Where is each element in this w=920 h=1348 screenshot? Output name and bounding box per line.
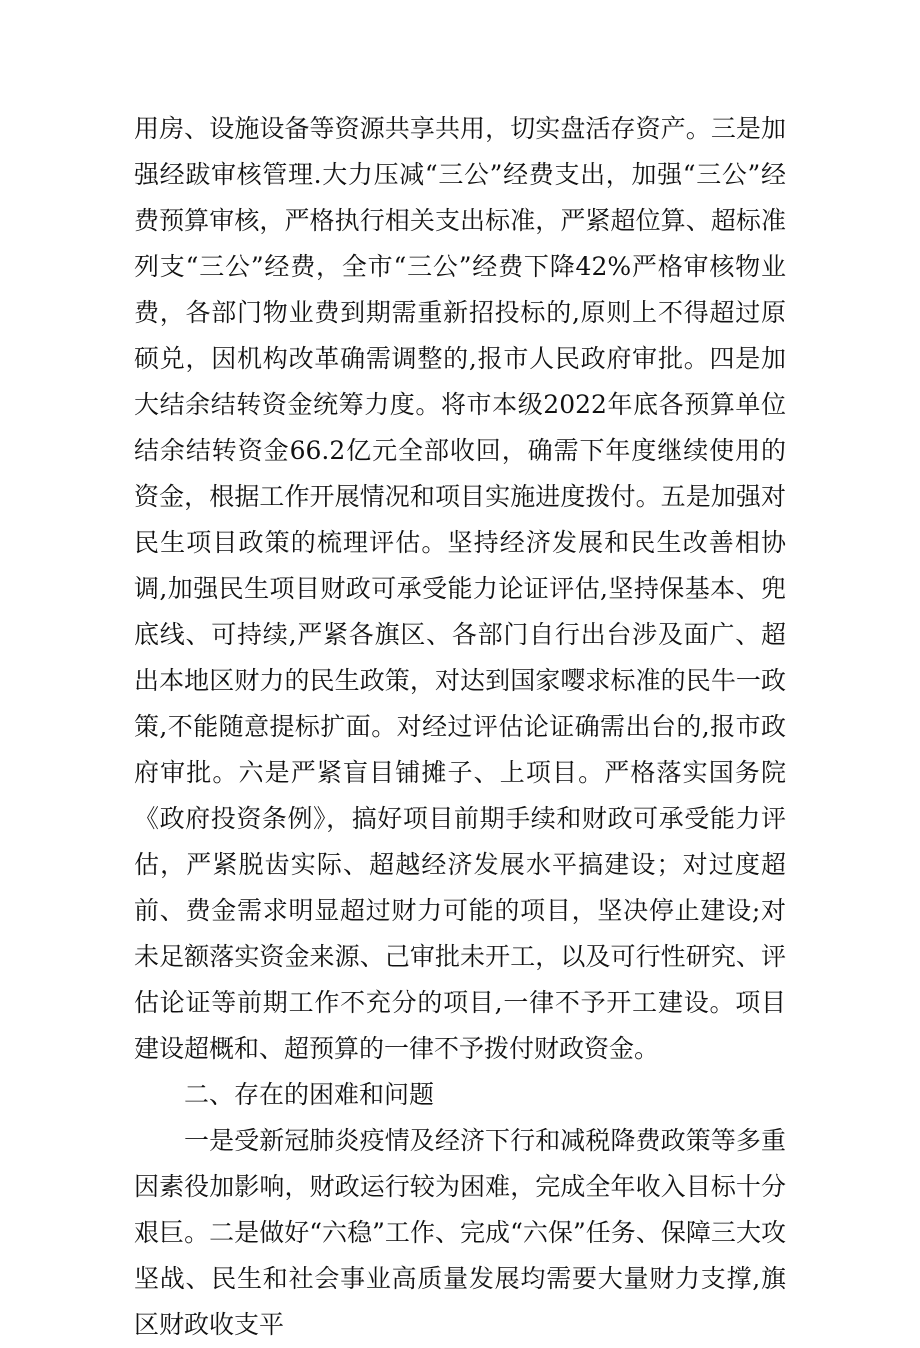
body-paragraph-difficulties: 一是受新冠肺炎疫情及经济下行和减税降费政策等多重因素役加影响，财政运行较为困难，完成全年收入目标十分艰巨。二是做好“六稳”工作、完成“六保”任务、保障三大攻坚战、民生和社会事业高质量发展均需要大量财力支撑,旗区财政收支平 xyxy=(134,1126,786,1339)
section-heading: 二、存在的困难和问题 xyxy=(184,1080,435,1109)
document-body xyxy=(134,106,786,1348)
body-paragraph-continued: 用房、设施设备等资源共享共用，切实盘活存资产。三是加强经跋审核管理.大力压减“三公”经费支出，加强“三公”经费预算审核，严格执行相关支出标准，严紧超位算、超标准列支“三公”经费，全市“三公”经费下降42%严格审核物业费，各部门物业费到期需重新招投标的,原则上不得超过原硕兑，因机构改革确需调整的,报市人民政府审批。四是加大结余结转资金统筹力度。将市本级2022年底各预算单位结余结转资金66.2亿元全部收回，确需下年度继续使用的资金，根据工作开展情况和项目实施进度拨付。五是加强对民生项目政策的梳理评估。坚持经济发展和民生改善相协调,加强民生项目财政可承受能力论证评估,坚持保基本、兜底线、可持续,严紧各旗区、各部门自行出台涉及面广、超出本地区财力的民生政策，对达到国家嘤求标准的民牛一政策,不能随意提标扩面。对经过评估论证确需出台的,报市政府审批。六是严紧盲目铺摊子、上项目。严格落实国务院《政府投资条例》，搞好项目前期手续和财政可承受能力评估，严紧脱齿实际、超越经济发展水平搞建设；对过度超前、费金需求明显超过财力可能的项目，坚决停止建设;对未足额落实资金来源、己审批未开工，以及可行性研究、评估论证等前期工作不充分的项目,一律不予开工建设。项目建设超概和、超预算的一律不予拨付财政资金。 xyxy=(134,114,786,1063)
